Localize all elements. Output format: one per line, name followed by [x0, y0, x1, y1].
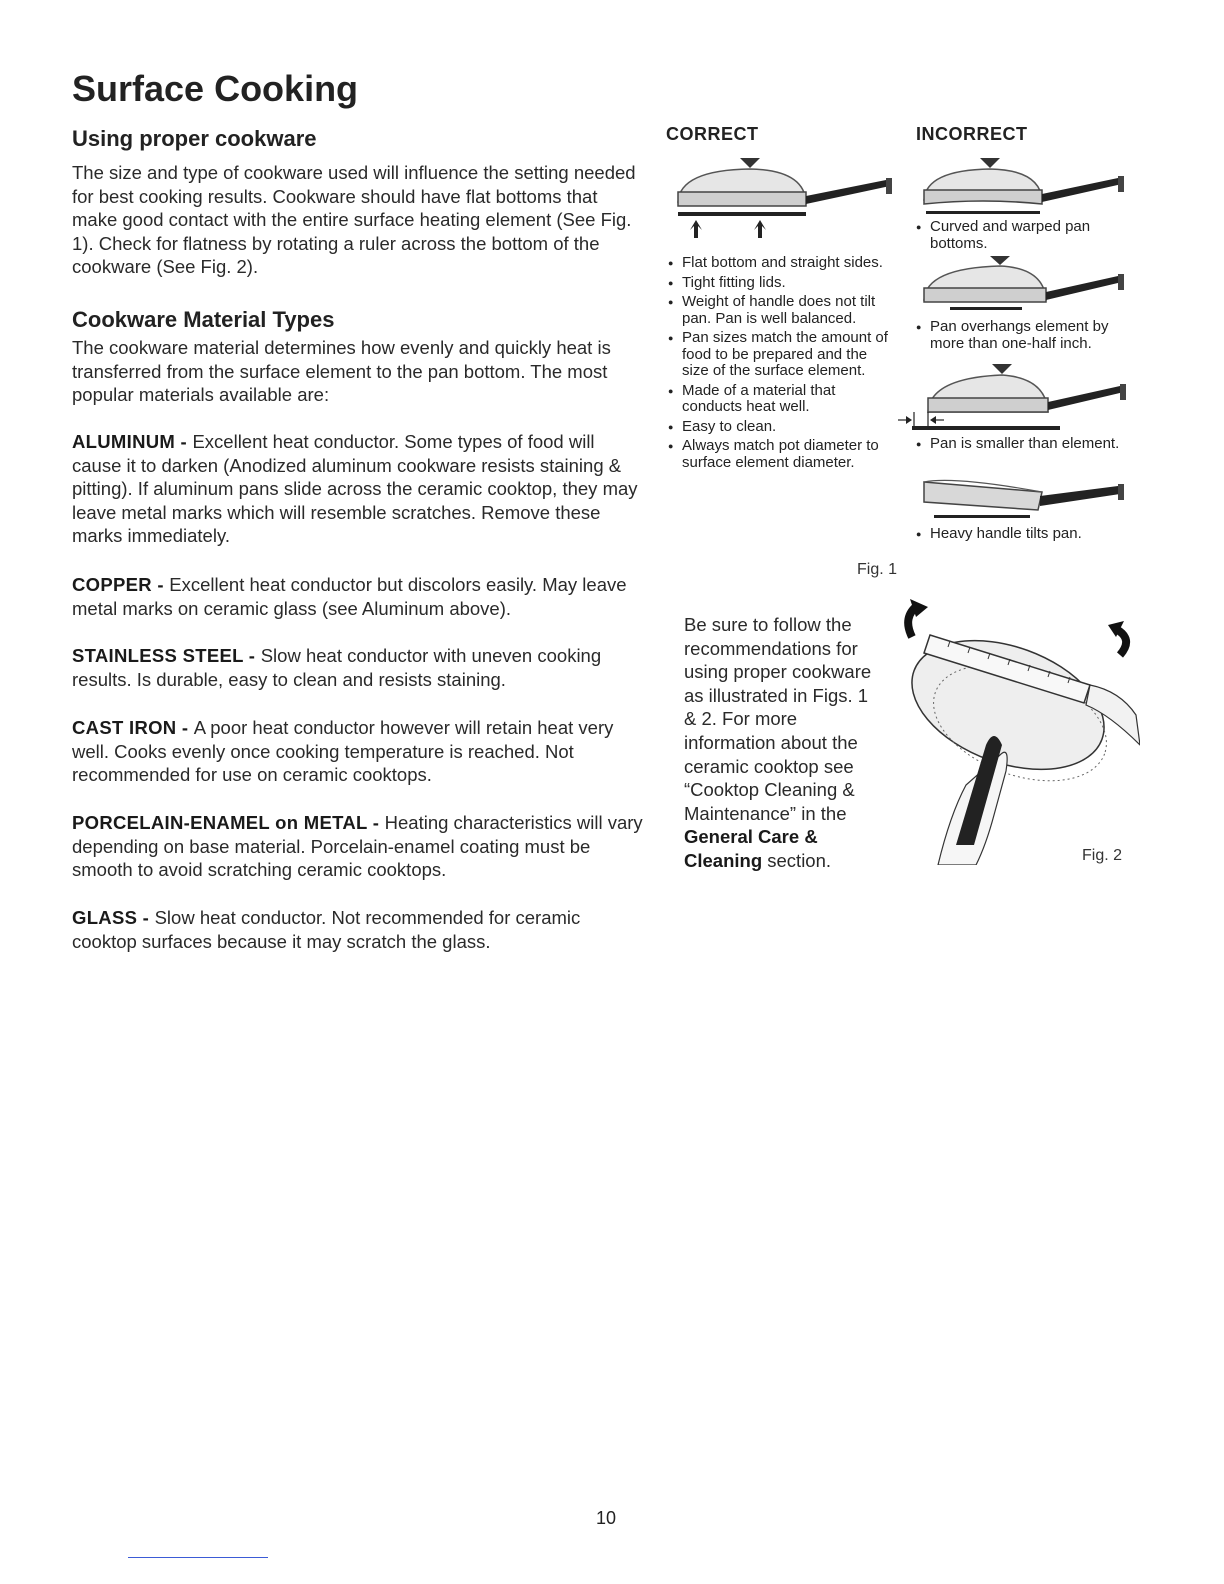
ruler-check-illustration [890, 595, 1140, 865]
arrow-up-icon [690, 220, 766, 238]
material-name: CAST IRON - [72, 717, 194, 738]
overhang-pan-illustration [914, 256, 1134, 316]
list-item: ● Pan is smaller than element. [916, 436, 1138, 453]
list-item: ● Always match pot diameter to surface element diameter. [668, 438, 890, 471]
section-text-material-intro: The cookware material determines how evenly and quickly heat is transferred from the surface element to the pan bottom. The most popular materials available are: [72, 337, 611, 406]
page-number: 10 [596, 1508, 617, 1528]
material-aluminum [72, 430, 647, 548]
small-pan-illustration [896, 360, 1136, 436]
material-name: GLASS - [72, 907, 155, 928]
note-bold-link: General Care & Cleaning [684, 826, 818, 871]
list-item: ● Pan overhangs element by more than one-half inch. [916, 319, 1138, 352]
list-item: ● Tight fitting lids. [668, 275, 890, 292]
material-porcelain-enamel [72, 811, 647, 882]
material-desc: A poor heat conductor however will retain heat very well. Cooks evenly once cooking temperature is reached. Not recommended for use on ceramic cooktops. [72, 717, 614, 786]
section-heading-material-types: Cookware Material Types [72, 307, 335, 332]
incorrect-heading: INCORRECT [916, 124, 1028, 144]
material-cast-iron [72, 716, 647, 787]
pan-icon [924, 480, 1124, 518]
incorrect-bullet-overhang [916, 319, 1138, 355]
cookware-note [684, 613, 884, 873]
note-text: Be sure to follow the recommendations for using proper cookware as illustrated in Figs. 1 & 2. For more information about the ceramic cooktop see “Cooktop Cleaning & Maintenance” in the [684, 614, 872, 824]
material-stainless-steel [72, 644, 647, 691]
material-name: ALUMINUM - [72, 431, 193, 452]
section-text-using-cookware: The size and type of cookware used will influence the setting needed for best cooking results. Cookware should have flat bottoms that make good contact with the entire surface heating element (See Fig. 1). Check for flatness by rotating a ruler across the bottom of the cookware (See Fig. 2). [72, 162, 636, 278]
tilted-pan-illustration [914, 472, 1134, 522]
list-item: ● Heavy handle tilts pan. [916, 526, 1138, 543]
fig1-label: Fig. 1 [857, 561, 898, 578]
list-item: ● Easy to clean. [668, 419, 890, 436]
page-title: Surface Cooking [72, 68, 359, 109]
material-name: STAINLESS STEEL - [72, 645, 261, 666]
pan-icon [912, 364, 1126, 430]
material-name: PORCELAIN-ENAMEL on METAL - [72, 812, 385, 833]
correct-bullet-list [668, 255, 890, 474]
material-copper [72, 573, 647, 620]
material-desc: Slow heat conductor. Not recommended for ceramic cooktop surfaces because it may scratch the glass. [72, 907, 581, 952]
list-item: ● Pan sizes match the amount of food to be prepared and the size of the surface element. [668, 330, 890, 380]
list-item: ● Flat bottom and straight sides. [668, 255, 890, 272]
arrow-left-icon [928, 412, 944, 428]
footer-divider [128, 1557, 268, 1558]
note-tail: section. [762, 849, 832, 871]
pan-icon [924, 158, 1124, 214]
material-desc: Excellent heat conductor. Some types of food will cause it to darken (Anodized aluminum cookware resists staining & pitting). If aluminum pans slide across the ceramic cooktop, they may leave metal marks which will resemble scratches. Remove these marks immediately. [72, 431, 638, 547]
section-material-types [72, 307, 647, 407]
warped-pan-illustration [914, 156, 1134, 216]
correct-heading: CORRECT [666, 124, 759, 144]
material-glass [72, 906, 647, 953]
material-desc: Excellent heat conductor but discolors easily. May leave metal marks on ceramic glass (see Aluminum above). [72, 574, 627, 619]
pan-icon [678, 158, 892, 216]
section-heading-using-cookware: Using proper cookware [72, 126, 317, 151]
section-using-cookware [72, 126, 647, 279]
pan-icon [924, 256, 1124, 310]
list-item: ● Made of a material that conducts heat well. [668, 383, 890, 416]
material-desc: Slow heat conductor with uneven cooking results. Is durable, easy to clean and resists staining. [72, 645, 602, 690]
incorrect-bullet-heavy-handle [916, 526, 1138, 546]
material-desc: Heating characteristics will vary depending on base material. Porcelain-enamel coating must be smooth to avoid scratching ceramic cooktops. [72, 812, 643, 881]
incorrect-bullet-warped [916, 219, 1138, 255]
correct-pan-illustration [664, 156, 900, 242]
material-name: COPPER - [72, 574, 170, 595]
list-item: ● Curved and warped pan bottoms. [916, 219, 1138, 252]
arrow-right-icon [898, 412, 914, 428]
fig2-label: Fig. 2 [1082, 847, 1123, 864]
incorrect-bullet-smaller [916, 436, 1138, 456]
list-item: ● Weight of handle does not tilt pan. Pan is well balanced. [668, 294, 890, 327]
